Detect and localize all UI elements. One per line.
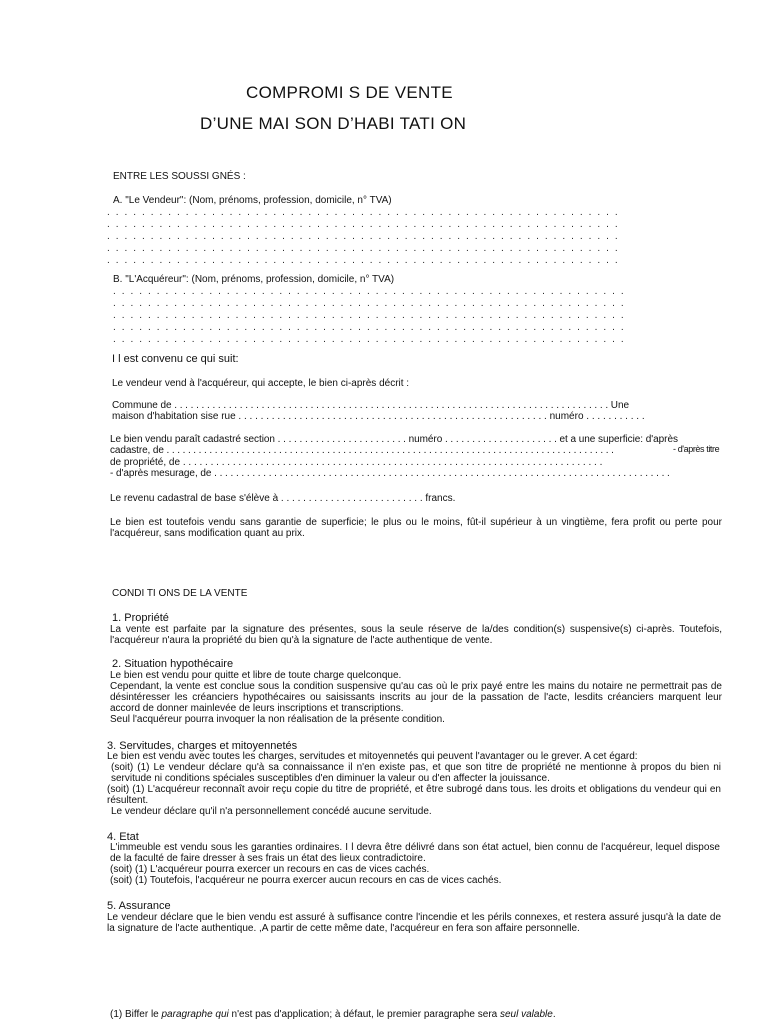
footnote-italic-2: seul valable: [500, 1009, 553, 1020]
section-3-para-1: Le bien est vendu avec toutes les charges, servitudes et mitoyennetés qui peuvent l'avantager ou le grever. A cet égard:: [107, 751, 638, 762]
cadastre-line-4: - d'après mesurage, de . . . . . . . . . . . . . . . . . . . . . . . . . . . . . . . . . . . . . . . . . . . . . . . . . . . . . . . . . . . . . . . . . . . . . . . . . . . . . . . . . . . .: [110, 468, 670, 479]
buyer-dotted-line: . . . . . . . . . . . . . . . . . . . . . . . . . . . . . . . . . . . . . . . . . . . . . . . . . . . . . . . . . . .: [113, 298, 626, 309]
section-1-text: La vente est parfaite par la signature des présentes, sous la seule réserve de la/des condition(s) suspensive(s) ci-après. Toutefois, l'acquéreur n'aura la propriété du bien qu'à la signature de l'acte authentique de vente.: [110, 624, 722, 646]
title-line-1: COMPROMI S DE VENTE: [246, 83, 453, 102]
convenu-text: I l est convenu ce qui suit:: [112, 353, 239, 365]
section-3-para-4: Le vendeur déclare qu'il n'a personnellement concédé aucune servitude.: [111, 806, 432, 817]
section-4-body: [110, 842, 720, 886]
section-3-para-3: (soit) (1) L'acquéreur reconnaît avoir reçu copie du titre de propriété, et être subrogé dans tous. les droits et obligations du vendeur qui en résultent.: [107, 784, 721, 806]
section-2-para-2: Cependant, la vente est conclue sous la condition suspensive qu'au cas où le prix payé entre les mains du notaire ne permettrait pas de désintéresser les créanciers hypothécaires ou saisissants inscrits au jour de la passation de l'acte, lesdits créanciers marquent leur accord de donner mainlevée de leurs inscriptions et transcriptions.: [110, 681, 722, 714]
section-2-para-1: Le bien est vendu pour quitte et libre de toute charge quelconque.: [110, 670, 402, 681]
seller-dotted-line: . . . . . . . . . . . . . . . . . . . . . . . . . . . . . . . . . . . . . . . . . . . . . . . . . . . . . . . . . . .: [107, 255, 620, 266]
section-3-body: [107, 751, 721, 817]
cadastre-line-2: cadastre, de . . . . . . . . . . . . . . . . . . . . . . . . . . . . . . . . . . . . . . . . . . . . . . . . . . . . . . . . . . . . . . . . . . . . . . . . . . . . . . . . . . . .: [110, 445, 614, 456]
footnote-italic-1: paragraphe qui: [161, 1009, 229, 1020]
footnote: [110, 1009, 556, 1020]
garantie-paragraph: Le bien est toutefois vendu sans garantie de superficie; le plus ou le moins, fût-il supérieur à un vingtième, fera profit ou perte pour l'acquéreur, sans modification quant au prix.: [110, 517, 722, 539]
section-5-text: Le vendeur déclare que le bien vendu est assuré à suffisance contre l'incendie et les périls connexes, et restera assuré jusqu'à la date de la signature de l'acte authentique. ,A partir de cette même date, l'acquéreur en fera son affaire personnelle.: [107, 912, 721, 934]
seller-label: A. "Le Vendeur": (Nom, prénoms, profession, domicile, n° TVA): [113, 195, 392, 206]
section-2-title: 2. Situation hypothécaire: [112, 658, 234, 670]
parties-heading: ENTRE LES SOUSSI GNÉS :: [113, 171, 246, 182]
buyer-dotted-line: . . . . . . . . . . . . . . . . . . . . . . . . . . . . . . . . . . . . . . . . . . . . . . . . . . . . . . . . . . .: [113, 286, 626, 297]
cadastre-line-3: de propriété, de . . . . . . . . . . . . . . . . . . . . . . . . . . . . . . . . . . . . . . . . . . . . . . . . . . . . . . . . . . . . . . . . . . . . . . . . . . . .: [110, 457, 603, 468]
section-3-para-2: (soit) (1) Le vendeur déclare qu'à sa connaissance il n'en existe pas, et que son titre de propriété ne mentionne à propos du bien ni servitude ni conditions spéciales susceptibles d'en diminuer la valeur ou d'en affecter la jouissance.: [111, 762, 721, 784]
section-2-para-3: Seul l'acquéreur pourra invoquer la non réalisation de la présente condition.: [110, 714, 445, 725]
section-4-para-1: L'immeuble est vendu sous les garanties ordinaires. I l devra être délivré dans son état actuel, bien connu de l'acquéreur, lequel dispose de la faculté de faire dresser à ses frais un état des lieux contradictoire.: [110, 842, 720, 864]
footnote-part-3: .: [552, 1009, 556, 1020]
title-line-2: D’UNE MAI SON D’HABI TATI ON: [200, 114, 467, 133]
vend-text: Le vendeur vend à l'acquéreur, qui accepte, le bien ci-après décrit :: [112, 378, 410, 389]
buyer-label: B. "L'Acquéreur": (Nom, prénoms, profession, domicile, n° TVA): [113, 274, 395, 285]
cadastre-line-1: Le bien vendu paraît cadastré section . . . . . . . . . . . . . . . . . . . . . . . . numéro . . . . . . . . . . . . . . . . . . . . . et a une superficie: d'après: [110, 434, 678, 445]
commune-line: Commune de . . . . . . . . . . . . . . . . . . . . . . . . . . . . . . . . . . . . . . . . . . . . . . . . . . . . . . . . . . . . . . . . . . . . . . . . . . . . . . . . Une: [112, 400, 629, 411]
seller-dotted-line: . . . . . . . . . . . . . . . . . . . . . . . . . . . . . . . . . . . . . . . . . . . . . . . . . . . . . . . . . . .: [107, 219, 620, 230]
section-3-title: 3. Servitudes, charges et mitoyennetés: [107, 740, 298, 752]
section-2-body: [110, 670, 722, 725]
cadastre-line-2-tail: - d'après titre: [673, 444, 720, 454]
section-5-title: 5. Assurance: [107, 900, 171, 912]
buyer-dotted-line: . . . . . . . . . . . . . . . . . . . . . . . . . . . . . . . . . . . . . . . . . . . . . . . . . . . . . . . . . . .: [113, 310, 626, 321]
buyer-dotted-line: . . . . . . . . . . . . . . . . . . . . . . . . . . . . . . . . . . . . . . . . . . . . . . . . . . . . . . . . . . .: [113, 322, 626, 333]
section-4-para-2: (soit) (1) L'acquéreur pourra exercer un recours en cas de vices cachés.: [110, 864, 430, 875]
conditions-heading: CONDI TI ONS DE LA VENTE: [112, 588, 248, 599]
section-1-title: 1. Propriété: [112, 612, 169, 624]
footnote-part-2: n'est pas d'application; à défaut, le premier paragraphe sera: [228, 1009, 500, 1020]
seller-dotted-line: . . . . . . . . . . . . . . . . . . . . . . . . . . . . . . . . . . . . . . . . . . . . . . . . . . . . . . . . . . .: [107, 231, 620, 242]
seller-dotted-line: . . . . . . . . . . . . . . . . . . . . . . . . . . . . . . . . . . . . . . . . . . . . . . . . . . . . . . . . . . .: [107, 243, 620, 254]
seller-dotted-line: . . . . . . . . . . . . . . . . . . . . . . . . . . . . . . . . . . . . . . . . . . . . . . . . . . . . . . . . . . .: [107, 207, 620, 218]
section-4-para-3: (soit) (1) Toutefois, l'acquéreur ne pourra exercer aucun recours en cas de vices cachés.: [110, 875, 502, 886]
revenu-text: Le revenu cadastral de base s'élève à . . . . . . . . . . . . . . . . . . . . . . . . . . francs.: [110, 493, 456, 504]
buyer-dotted-line: . . . . . . . . . . . . . . . . . . . . . . . . . . . . . . . . . . . . . . . . . . . . . . . . . . . . . . . . . . .: [113, 334, 626, 345]
section-4-title: 4. Etat: [107, 831, 139, 843]
footnote-part-1: (1) Biffer le: [110, 1009, 162, 1020]
maison-line: maison d'habitation sise rue . . . . . . . . . . . . . . . . . . . . . . . . . . . . . . . . . . . . . . . . . . . . . . . . . . . . . . . . numéro . . . . . . . . . . .: [112, 411, 645, 422]
